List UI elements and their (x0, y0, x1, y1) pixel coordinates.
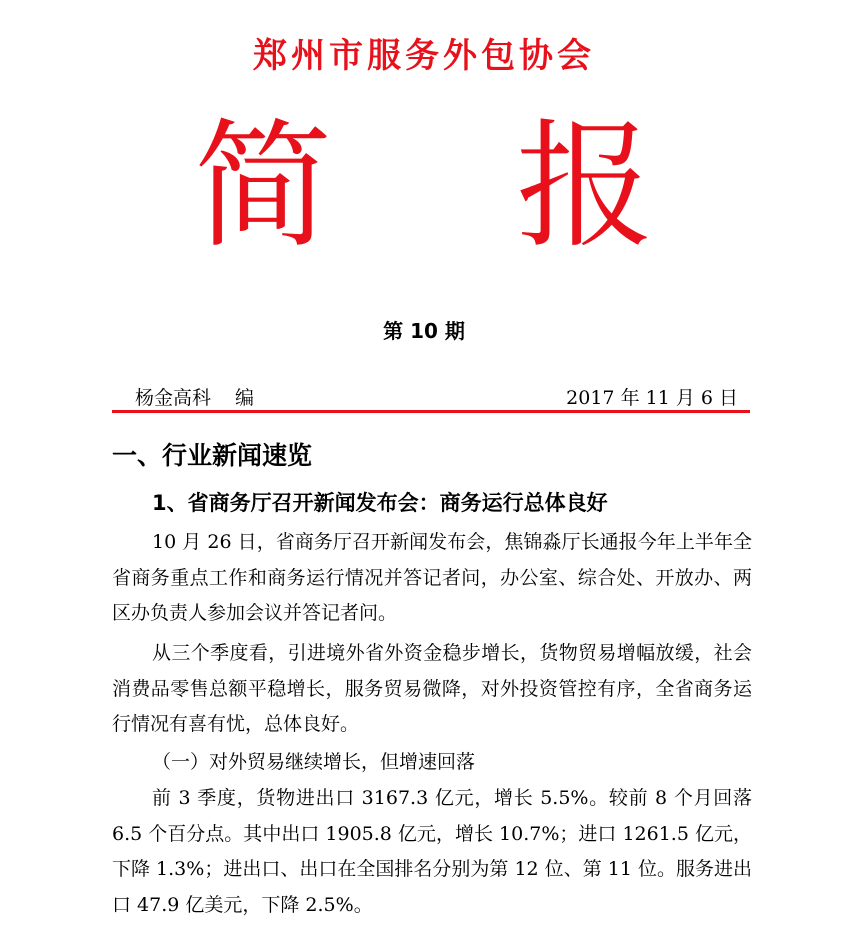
paragraph-2: 从三个季度看，引进境外省外资金稳步增长，货物贸易增幅放缓，社会消费品零售总额平稳增长，服务贸易微降，对外投资管控有序，全省商务运行情况有喜有忧，总体良好。 (112, 642, 752, 735)
issue-number: 第 10 期 (383, 319, 465, 343)
header-divider (112, 410, 750, 413)
editor-info (135, 383, 254, 410)
editor-date-row (135, 383, 738, 409)
publish-date: 2017 年 11 月 6 日 (566, 387, 738, 409)
section-heading: 一、行业新闻速览 (112, 441, 313, 470)
subsection-heading: （一）对外贸易继续增长，但增速回落 (152, 751, 476, 773)
document-title: 简 报 (194, 106, 724, 267)
editor-name: 杨金高科 (135, 387, 212, 409)
paragraph-1: 10 月 26 日，省商务厅召开新闻发布会，焦锦淼厅长通报今年上半年全省商务重点工作和商务运行情况并答记者问，办公室、综合处、开放办、两区办负责人参加会议并答记者问。 (112, 531, 752, 624)
organization-name: 郑州市服务外包协会 (253, 36, 595, 76)
editor-label: 编 (235, 387, 255, 409)
article-title: 1、省商务厅召开新闻发布会：商务运行总体良好 (152, 491, 608, 515)
paragraph-3: 前 3 季度，货物进出口 3167.3 亿元，增长 5.5%。较前 8 个月回落 6.5 个百分点。其中出口 1905.8 亿元，增长 10.7%；进口 1261.5 亿元，下降 1.3%；进出口、出口在全国排名分别为第 12 位、第 11 位。服务进出口 47.9 亿美元，下降 2.5%。 (112, 787, 752, 916)
